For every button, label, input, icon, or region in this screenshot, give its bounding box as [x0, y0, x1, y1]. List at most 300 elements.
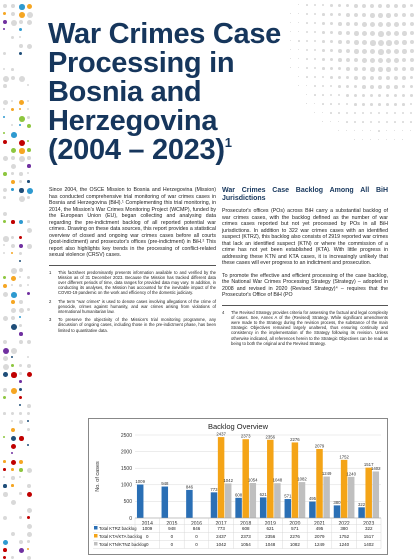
decorative-dot [19, 108, 21, 110]
decorative-dot [3, 52, 6, 55]
decorative-dot [11, 132, 17, 138]
decorative-dot [354, 85, 357, 88]
decorative-dot [27, 164, 31, 168]
decorative-dot [362, 58, 367, 63]
decorative-dot [386, 139, 387, 140]
decorative-dot [3, 156, 8, 161]
decorative-dot [370, 139, 371, 140]
decorative-dot [290, 22, 291, 23]
bar-value-label: 1402 [371, 465, 381, 471]
table-cell: 2437 [216, 534, 227, 539]
decorative-dot [386, 94, 389, 97]
decorative-dot [306, 58, 308, 60]
decorative-dot [298, 31, 299, 32]
decorative-dot [362, 112, 364, 114]
decorative-dot [3, 372, 8, 377]
decorative-dot [378, 94, 381, 97]
decorative-dot [410, 49, 414, 53]
decorative-dot [306, 31, 308, 33]
decorative-dot [370, 67, 375, 72]
decorative-dot [19, 388, 22, 391]
decorative-dot [11, 300, 15, 304]
decorative-dot [370, 94, 373, 97]
decorative-dot [306, 76, 308, 78]
table-cell: 948 [168, 526, 176, 531]
decorative-dot [19, 12, 25, 18]
decorative-dot [27, 284, 29, 286]
decorative-dot [3, 108, 5, 110]
decorative-dot [27, 228, 32, 233]
decorative-dot [314, 49, 316, 51]
decorative-dot [298, 76, 299, 77]
bar [341, 460, 348, 518]
decorative-dot [338, 22, 342, 26]
decorative-dot [11, 172, 14, 175]
decorative-dot [19, 100, 24, 105]
decorative-dot [3, 4, 7, 8]
decorative-dot [322, 76, 324, 78]
table-cell: 773 [217, 526, 225, 531]
decorative-dot [3, 100, 8, 105]
decorative-dot [330, 13, 333, 16]
y-tick-label: 2500 [120, 432, 132, 439]
decorative-dot [386, 112, 388, 114]
decorative-dot [3, 212, 7, 216]
decorative-dot [354, 94, 357, 97]
decorative-dot [402, 139, 403, 140]
table-cell: 608 [241, 526, 250, 531]
decorative-dot [402, 49, 407, 54]
decorative-dot [402, 22, 406, 26]
decorative-dot [27, 276, 30, 279]
decorative-dot [19, 196, 25, 202]
decorative-dot [314, 58, 316, 60]
table-cell: 322 [364, 526, 373, 531]
decorative-dot [394, 67, 398, 71]
decorative-dot [19, 156, 25, 162]
decorative-dot [402, 85, 405, 88]
decorative-dot [346, 76, 349, 79]
decorative-dot [3, 292, 8, 297]
decorative-dot [19, 300, 23, 304]
decorative-dot [386, 58, 391, 63]
decorative-dot [330, 103, 332, 105]
decorative-dot [11, 4, 15, 8]
decorative-dot [346, 58, 350, 62]
intro-column [49, 187, 216, 336]
decorative-dot [11, 444, 16, 449]
decorative-dot [314, 40, 316, 42]
decorative-dot [330, 67, 333, 70]
decorative-dot [11, 20, 17, 26]
decorative-dot [11, 148, 16, 153]
x-tick-label: 2015 [166, 521, 178, 527]
decorative-dot [3, 484, 7, 488]
decorative-dot [378, 130, 380, 132]
decorative-dot [386, 103, 389, 106]
decorative-dot [362, 139, 363, 140]
decorative-dot [11, 12, 15, 16]
decorative-dot [11, 236, 14, 239]
decorative-dot [11, 68, 14, 71]
decorative-dot [410, 112, 412, 114]
decorative-dot [322, 58, 325, 61]
decorative-dot [3, 68, 5, 70]
decorative-dot [306, 49, 308, 51]
decorative-dot [394, 49, 399, 54]
decorative-dot [27, 404, 31, 408]
decorative-dot [306, 67, 308, 69]
decorative-dot [378, 85, 382, 89]
decorative-dot [27, 308, 30, 311]
decorative-dot [19, 172, 23, 176]
decorative-dot [314, 4, 316, 6]
decorative-dot [410, 13, 414, 17]
decorative-dot [330, 49, 333, 52]
decorative-dot [3, 196, 6, 199]
decorative-dot [290, 49, 291, 50]
decorative-dot [3, 516, 7, 520]
decorative-dot [338, 94, 340, 96]
table-cell: 571 [291, 526, 299, 531]
decorative-dot [338, 76, 341, 79]
bar-value-label: 948 [161, 481, 169, 487]
decorative-dot [394, 58, 399, 63]
decorative-dot [3, 460, 6, 463]
decorative-dot [11, 372, 17, 378]
decorative-dot [322, 85, 324, 87]
decorative-dot [370, 31, 375, 36]
decorative-dot [11, 252, 13, 254]
decorative-dot [402, 13, 406, 17]
decorative-dot [322, 112, 323, 113]
x-tick-label: 2022 [338, 521, 350, 527]
decorative-dot [394, 121, 396, 123]
decorative-dot [298, 49, 299, 50]
decorative-dot [394, 130, 395, 131]
decorative-dot [354, 130, 355, 131]
decorative-dot [378, 112, 380, 114]
decorative-dot [19, 124, 21, 126]
decorative-dot [11, 268, 17, 274]
decorative-dot [19, 516, 22, 519]
bar [373, 471, 380, 518]
decorative-dot [298, 22, 299, 23]
decorative-dot [354, 22, 358, 26]
decorative-dot [370, 58, 375, 63]
decorative-dot [290, 67, 291, 68]
decorative-dot [322, 22, 325, 25]
decorative-dot [11, 324, 17, 330]
decorative-dot [3, 116, 5, 118]
decorative-dot [3, 20, 7, 24]
decorative-dot [410, 103, 412, 105]
decorative-dot [3, 476, 5, 478]
x-tick-label: 2020 [289, 521, 301, 527]
bar [137, 485, 144, 518]
decorative-dot [410, 22, 414, 26]
table-cell: 1054 [240, 542, 251, 547]
decorative-dot [362, 85, 366, 89]
decorative-dot [19, 116, 25, 122]
decorative-dot [27, 20, 32, 25]
decorative-dot [322, 31, 325, 34]
decorative-dot [27, 292, 30, 295]
decorative-dot [394, 76, 398, 80]
decorative-dot [378, 76, 382, 80]
decorative-dot [370, 13, 375, 18]
decorative-dot [402, 130, 403, 131]
table-cell: 2276 [289, 534, 300, 539]
bar [235, 498, 242, 518]
decorative-dot [19, 420, 23, 424]
decorative-dot [298, 40, 300, 42]
decorative-dot [346, 103, 348, 105]
decorative-dot [370, 49, 375, 54]
decorative-dot [362, 103, 365, 106]
table-cell: 1048 [265, 542, 276, 547]
decorative-dot [11, 124, 13, 126]
decorative-dot [298, 58, 299, 59]
y-tick-label: 500 [123, 499, 132, 506]
decorative-dot [354, 121, 356, 123]
decorative-dot [354, 58, 358, 62]
decorative-dot [386, 121, 388, 123]
decorative-dot [354, 13, 358, 17]
decorative-dot [3, 436, 5, 438]
decorative-dot [27, 148, 31, 152]
bar [299, 482, 306, 518]
table-cell: 1249 [314, 542, 325, 547]
backlog-column [222, 187, 388, 349]
bar-value-label: 846 [185, 484, 193, 490]
decorative-dot [3, 276, 6, 279]
decorative-dot [362, 76, 366, 80]
decorative-dot [394, 103, 397, 106]
bar-value-label: 495 [308, 496, 316, 502]
footnote-divider [49, 265, 216, 266]
decorative-dot [11, 244, 15, 248]
decorative-dot [3, 356, 8, 361]
decorative-dot [370, 112, 372, 114]
bar [316, 449, 323, 518]
footnote: 2 The term "war crimes" is used to denote cases involving allegations of the crime of genocide, crimes against humanity, and war crimes arising from violations of international humanitarian law. [49, 298, 216, 314]
decorative-dot [27, 508, 32, 513]
page-title: War Crimes Case Processing in Bosnia and Herzegovina (2004 – 2023)$^1$ [48, 18, 281, 166]
bar-value-label: 621 [259, 491, 267, 497]
decorative-dot [346, 40, 350, 44]
bar [250, 483, 256, 518]
decorative-dot [394, 31, 399, 36]
footnote: 3 To preserve the objectivity of the Mission's trial monitoring programme, any discussion of ongoing cases, including those in the pre-indictment phase, has been limited to quantitative data. [49, 317, 216, 333]
bar-value-label: 2079 [314, 443, 325, 449]
footnote: 4 The Revised Strategy provides criteria for assessing the factual and legal complexity of cases. See, Annex A of the (Revised) Strategy. While significant amendments were made to the Strategy during the revision process, the substance of the main Strategic Objectives remained largely unaltered, thus ensuring continuity and consistency in the implementation of the Strategy following its revision. Unless otherwise indicated, all references herein to the Strategic Objectives can be read as being to both the original and the Revised Strategy. [222, 309, 388, 346]
decorative-dot [11, 532, 15, 536]
decorative-dot [346, 112, 348, 114]
decorative-dot [27, 532, 32, 537]
decorative-dot [410, 40, 414, 44]
bar-value-label: 1517 [363, 462, 374, 468]
decorative-dot [11, 420, 13, 422]
decorative-dot [314, 31, 316, 33]
decorative-dot [370, 103, 373, 106]
bar [211, 492, 218, 518]
decorative-dot [346, 22, 350, 26]
bar [186, 490, 193, 518]
decorative-dot [11, 180, 15, 184]
bar [323, 477, 330, 518]
decorative-dot [362, 22, 367, 27]
decorative-dot [386, 76, 390, 80]
decorative-dot [346, 13, 350, 17]
decorative-dot [378, 139, 379, 140]
table-cell: 2373 [240, 534, 251, 539]
decorative-dot [298, 67, 299, 68]
table-cell: 1402 [363, 542, 374, 547]
decorative-dot [394, 112, 396, 114]
bar [285, 499, 292, 518]
decorative-dot [3, 28, 5, 30]
decorative-dot [362, 67, 366, 71]
decorative-dot [314, 94, 316, 96]
decorative-dot [11, 220, 15, 224]
decorative-dot [11, 348, 17, 354]
bar [365, 468, 372, 518]
footnote-divider [222, 305, 388, 306]
bar-value-label: 2356 [265, 434, 276, 440]
decorative-dot [314, 76, 316, 78]
x-tick-label: 2018 [240, 521, 252, 527]
legend-swatch [94, 534, 98, 538]
decorative-dot [338, 40, 342, 44]
decorative-dot [3, 132, 5, 134]
decorative-dot [19, 268, 23, 272]
decorative-dot [19, 492, 22, 495]
decorative-dot [19, 540, 23, 544]
decorative-dot [322, 121, 323, 122]
legend-swatch [94, 526, 98, 530]
decorative-dot [298, 13, 299, 14]
decorative-dot [346, 67, 350, 71]
decorative-dot [27, 172, 29, 174]
decorative-dot [11, 428, 15, 432]
bar-value-label: 1249 [321, 471, 332, 477]
decorative-dot [3, 556, 6, 559]
decorative-dot [330, 40, 333, 43]
decorative-dot [378, 40, 384, 46]
decorative-dot [11, 292, 17, 298]
table-cell: 2356 [265, 534, 276, 539]
decorative-dot [11, 452, 13, 454]
bar-value-label: 380 [333, 499, 341, 505]
decorative-dot [346, 121, 348, 123]
decorative-dot [19, 28, 22, 31]
decorative-dot [27, 44, 32, 49]
decorative-dot [27, 4, 32, 9]
decorative-dot [330, 112, 332, 114]
decorative-dot [27, 84, 29, 86]
decorative-dot [338, 112, 340, 114]
decorative-dot [27, 468, 32, 473]
decorative-dot [19, 140, 25, 146]
legend-swatch [94, 542, 98, 546]
decorative-dot [394, 22, 399, 27]
decorative-dot [19, 276, 21, 278]
decorative-dot [362, 31, 367, 36]
decorative-dot [3, 172, 7, 176]
decorative-dot [314, 103, 315, 104]
decorative-dot [386, 130, 387, 131]
decorative-dot [378, 31, 384, 37]
decorative-dot [354, 31, 359, 36]
decorative-dot [3, 492, 8, 497]
decorative-dot [346, 94, 349, 97]
strategy-paragraph: To promote the effective and efficient processing of the case backlog, the National War Crimes Processing Strategy (Strategy) – adopted in 2008 and revised in 2020 (Revised Strategy)⁴ – requires that the Prosecutor's Office of BiH (PO [222, 272, 388, 298]
decorative-dot [19, 148, 25, 154]
decorative-dot [410, 76, 413, 79]
decorative-dot [378, 4, 382, 8]
decorative-dot [378, 121, 380, 123]
table-cell: 1752 [339, 534, 350, 539]
decorative-dot [306, 40, 308, 42]
decorative-dot [378, 67, 383, 72]
decorative-dot [402, 121, 404, 123]
decorative-dot [11, 188, 14, 191]
decorative-dot [410, 121, 412, 123]
decorative-dot [410, 31, 414, 35]
decorative-dot [338, 58, 342, 62]
legend-label: Total KTN/KTNZ backlog [99, 542, 147, 547]
decorative-dot [354, 139, 355, 140]
decorative-dot [378, 103, 381, 106]
decorative-dot [11, 556, 14, 559]
decorative-dot [306, 13, 308, 15]
decorative-dot [27, 124, 31, 128]
decorative-dot [3, 364, 9, 370]
y-tick-label: 1000 [120, 482, 132, 489]
bar [162, 487, 169, 518]
x-tick-label: 2021 [313, 521, 326, 527]
decorative-dot [3, 548, 7, 552]
decorative-dot [410, 94, 413, 97]
decorative-dot [298, 85, 299, 86]
bar-value-label: 1240 [346, 471, 356, 477]
bar-value-label: 1054 [248, 477, 258, 483]
decorative-dot [19, 244, 23, 248]
bar-value-label: 2373 [240, 433, 251, 439]
decorative-dot [386, 49, 391, 54]
decorative-dot [27, 364, 31, 368]
decorative-dot [386, 22, 391, 27]
decorative-dot [290, 58, 291, 59]
decorative-dot [386, 13, 391, 18]
decorative-dot [19, 332, 23, 336]
decorative-dot [394, 94, 397, 97]
decorative-dot [19, 188, 24, 193]
decorative-dot [338, 49, 342, 53]
decorative-dot [3, 468, 6, 471]
table-cell: 846 [192, 526, 201, 531]
decorative-dot [3, 388, 7, 392]
decorative-dot [19, 52, 22, 55]
decorative-dot [19, 324, 22, 327]
decorative-dot [346, 130, 347, 131]
decorative-dot [370, 85, 374, 89]
decorative-dot [19, 36, 21, 38]
decorative-dot [27, 100, 29, 102]
decorative-dot [27, 540, 30, 543]
decorative-dot [330, 94, 332, 96]
